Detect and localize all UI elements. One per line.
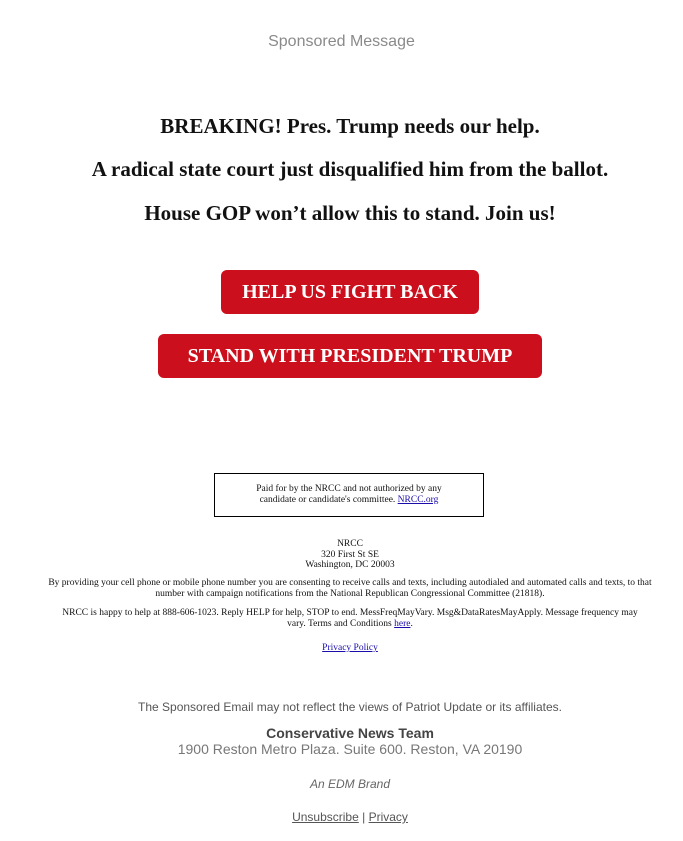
nrcc-link[interactable]: NRCC.org: [397, 495, 439, 505]
headline-join-us: House GOP won’t allow this to stand. Join us!: [144, 201, 556, 225]
disclaimer-line-1: Paid for by the NRCC and not authorized by any: [256, 484, 442, 494]
headline-disqualified: A radical state court just disqualified him from the ballot.: [91, 157, 609, 181]
help-text-end: .: [410, 618, 413, 629]
sponsored-label: Sponsored Message: [268, 33, 415, 50]
edm-brand: An EDM Brand: [309, 777, 391, 791]
disclaimer-line-2-text: candidate or candidate's committee.: [259, 495, 396, 505]
sms-consent-text: By providing your cell phone or mobile phone number you are consenting to receive calls and texts, including autodialed and automated calls and texts, to that number with campaign notifications from the National Republican Congressional Committee (21818).: [48, 578, 652, 599]
mailing-address: [0, 539, 683, 571]
address-street: 320 First St SE: [321, 549, 379, 560]
disclaimer-line-2: [215, 495, 483, 506]
fight-back-button[interactable]: HELP US FIGHT BACK: [221, 270, 479, 314]
terms-here-link[interactable]: here: [394, 618, 411, 629]
address-org: NRCC: [337, 539, 363, 549]
stand-with-trump-button[interactable]: STAND WITH PRESIDENT TRUMP: [158, 334, 542, 378]
unsubscribe-link[interactable]: Unsubscribe: [292, 810, 359, 824]
help-text-body: NRCC is happy to help at 888-606-1023. Reply HELP for help, STOP to end. MessFreqMayVary. Msg&DataRatesMayApply. Message frequency may vary. Terms and Conditions: [62, 608, 638, 629]
privacy-policy-row: [0, 643, 683, 654]
footer-separator: |: [362, 810, 366, 824]
paid-for-disclaimer: [214, 473, 484, 517]
address-city: Washington, DC 20003: [305, 560, 395, 570]
team-address: 1900 Reston Metro Plaza. Suite 600. Reston, VA 20190: [177, 741, 523, 757]
sponsor-note: The Sponsored Email may not reflect the views of Patriot Update or its affiliates.: [138, 700, 562, 714]
help-text: [52, 608, 648, 629]
headline-breaking: BREAKING! Pres. Trump needs our help.: [160, 114, 540, 138]
privacy-policy-link[interactable]: Privacy Policy: [322, 643, 378, 653]
team-name: Conservative News Team: [266, 725, 434, 741]
footer-privacy-link[interactable]: Privacy: [368, 810, 408, 824]
unsubscribe-row: [0, 810, 683, 824]
